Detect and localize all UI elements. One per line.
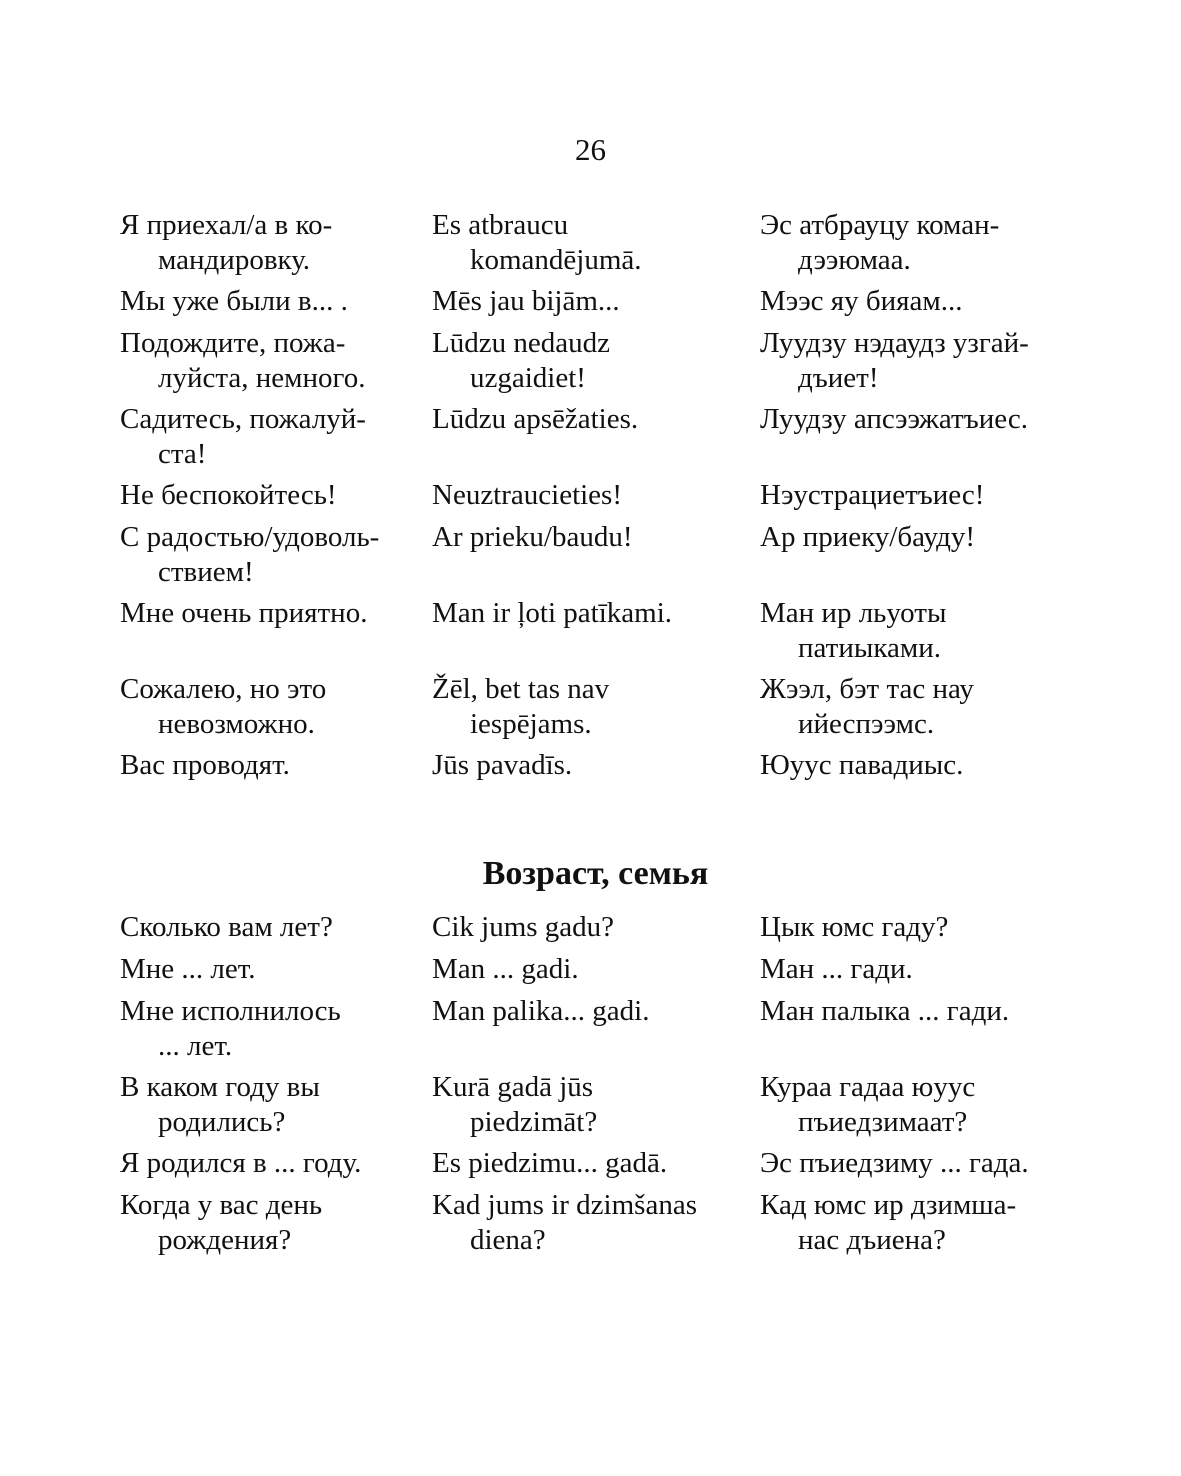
latvian-phrase: Kurā gadā jūs piedzimāt? xyxy=(432,1071,598,1138)
phrase-row xyxy=(120,1070,1120,1146)
transcription: Эс атбрауцу коман- дээюмаа. xyxy=(760,209,1000,276)
russian-phrase: Не беспокойтесь! xyxy=(120,479,337,511)
phrase-row xyxy=(120,748,1120,790)
transcription: Кураа гадаа юуус пъиедзимаат? xyxy=(760,1071,976,1138)
russian-phrase: Подождите, пожа- луйста, немного. xyxy=(120,327,366,394)
transcription: Юуус павадиыс. xyxy=(760,749,964,781)
russian-phrase: С радостью/удоволь- ствием! xyxy=(120,521,380,588)
phrase-row xyxy=(120,520,1120,596)
phrase-row xyxy=(120,284,1120,326)
russian-phrase: Мне ... лет. xyxy=(120,953,256,985)
latvian-phrase: Jūs pavadīs. xyxy=(432,749,573,781)
latvian-phrase: Lūdzu nedaudz uzgaidiet! xyxy=(432,327,610,394)
russian-phrase: В каком году вы родились? xyxy=(120,1071,320,1138)
latvian-phrase: Es atbraucu komandējumā. xyxy=(432,209,642,276)
russian-phrase: Сожалею, но это невозможно. xyxy=(120,673,327,740)
page-number: 26 xyxy=(575,132,606,167)
transcription: Кад юмс ир дзимша- нас дъиена? xyxy=(760,1189,1017,1256)
russian-phrase: Я родился в ... году. xyxy=(120,1147,362,1179)
transcription: Эс пъиедзиму ... гада. xyxy=(760,1147,1029,1179)
phrase-row xyxy=(120,910,1120,952)
phrase-row xyxy=(120,402,1120,478)
transcription: Ман ... гади. xyxy=(760,953,913,985)
russian-phrase: Мы уже были в... . xyxy=(120,285,348,317)
latvian-phrase: Ar prieku/baudu! xyxy=(432,521,633,553)
phrase-row xyxy=(120,672,1120,748)
latvian-phrase: Man ir ļoti patīkami. xyxy=(432,597,673,629)
phrase-row xyxy=(120,952,1120,994)
phrase-row xyxy=(120,326,1120,402)
latvian-phrase: Man ... gadi. xyxy=(432,953,579,985)
phrase-row xyxy=(120,596,1120,672)
transcription: Мээс яу бияам... xyxy=(760,285,963,317)
latvian-phrase: Žēl, bet tas nav iespējams. xyxy=(432,673,610,740)
phrase-row xyxy=(120,1188,1120,1264)
russian-phrase: Сколько вам лет? xyxy=(120,911,333,943)
phrase-row xyxy=(120,478,1120,520)
phrase-row xyxy=(120,1146,1120,1188)
latvian-phrase: Lūdzu apsēžaties. xyxy=(432,403,639,435)
transcription: Ар приеку/бауду! xyxy=(760,521,976,553)
phrase-row xyxy=(120,994,1120,1070)
latvian-phrase: Neuztraucieties! xyxy=(432,479,623,511)
russian-phrase: Мне исполнилось ... лет. xyxy=(120,995,341,1062)
latvian-phrase: Kad jums ir dzimšanas diena? xyxy=(432,1189,697,1256)
transcription: Луудзу апсээжатъиес. xyxy=(760,403,1028,435)
latvian-phrase: Cik jums gadu? xyxy=(432,911,615,943)
phrase-table-age-family xyxy=(120,910,1120,1264)
transcription: Нэустрациетъиес! xyxy=(760,479,985,511)
phrase-table-greetings xyxy=(120,208,1120,790)
transcription: Жээл, бэт тас нау ийеспээмс. xyxy=(760,673,974,740)
latvian-phrase: Man palika... gadi. xyxy=(432,995,650,1027)
russian-phrase: Садитесь, пожалуй- ста! xyxy=(120,403,366,470)
latvian-phrase: Mēs jau bijām... xyxy=(432,285,620,317)
russian-phrase: Мне очень приятно. xyxy=(120,597,368,629)
section-heading: Возраст, семья xyxy=(482,855,709,892)
transcription: Цык юмс гаду? xyxy=(760,911,949,943)
phrase-row xyxy=(120,208,1120,284)
transcription: Ман палыка ... гади. xyxy=(760,995,1010,1027)
russian-phrase: Вас проводят. xyxy=(120,749,290,781)
russian-phrase: Когда у вас день рождения? xyxy=(120,1189,323,1256)
transcription: Ман ир льуоты патиыками. xyxy=(760,597,947,664)
transcription: Луудзу нэдаудз узгай- дъиет! xyxy=(760,327,1029,394)
latvian-phrase: Es piedzimu... gadā. xyxy=(432,1147,668,1179)
russian-phrase: Я приехал/а в ко- мандировку. xyxy=(120,209,333,276)
